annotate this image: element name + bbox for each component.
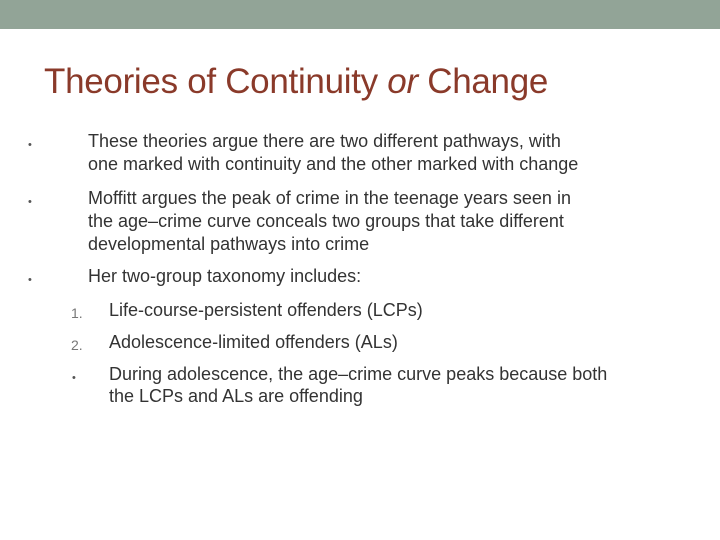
sub-bullet-marker: • — [72, 372, 76, 384]
sub-bullet-line: Adolescence-limited offenders (ALs) — [109, 332, 398, 352]
bullet-line: the age–crime curve conceals two groups that take different — [88, 211, 564, 231]
title-text-italic: or — [387, 62, 418, 101]
sub-bullet-line: the LCPs and ALs are offending — [109, 386, 363, 406]
top-accent-bar — [0, 0, 720, 29]
slide-title — [44, 62, 548, 102]
title-text-start: Theories of Continuity — [44, 62, 388, 101]
bullet-line: developmental pathways into crime — [88, 234, 370, 254]
bullet-line: These theories argue there are two different pathways, with — [88, 131, 561, 151]
sub-bullet-number: 1. — [71, 305, 83, 321]
bullet-line: Her two-group taxonomy includes: — [88, 266, 362, 286]
bullet-line: one marked with continuity and the other marked with change — [88, 154, 579, 174]
sub-bullet-number: 2. — [71, 337, 83, 353]
sub-bullet-line: Life-course-persistent offenders (LCPs) — [109, 300, 423, 320]
title-text-end: Change — [417, 62, 549, 101]
bullet-marker: • — [28, 196, 32, 208]
sub-bullet-line: During adolescence, the age–crime curve peaks because both — [109, 364, 608, 384]
bullet-marker: • — [28, 274, 32, 286]
bullet-line: Moffitt argues the peak of crime in the teenage years seen in — [88, 188, 571, 208]
bullet-marker: • — [28, 139, 32, 151]
